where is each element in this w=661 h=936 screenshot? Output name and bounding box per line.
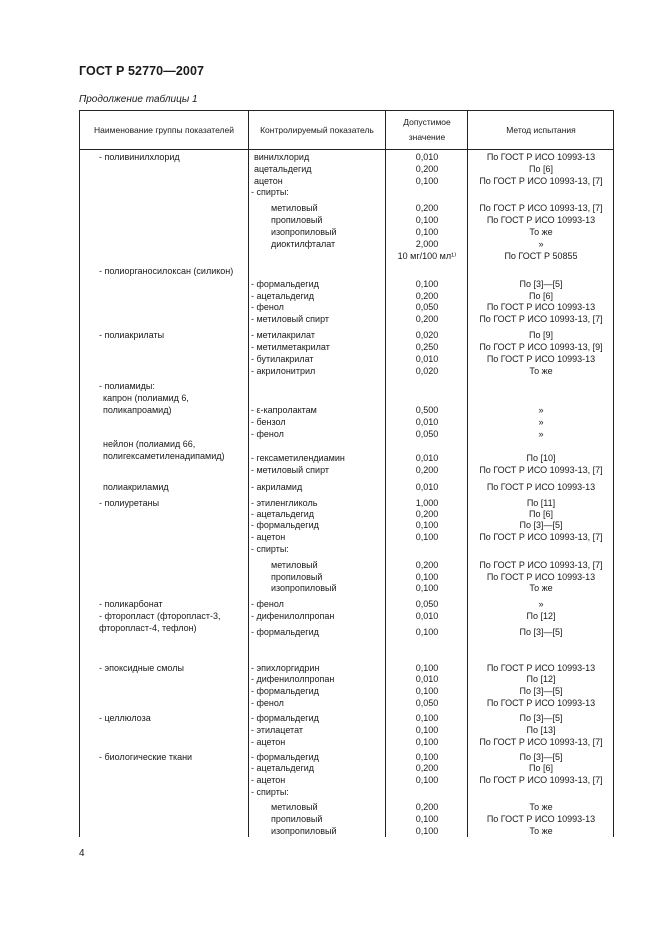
test-method: По [3]—[5] — [519, 627, 563, 637]
header-group: Наименование группы показателей — [94, 124, 234, 135]
permissible-value: 0,200 — [415, 763, 439, 773]
permissible-value: 0,100 — [415, 752, 439, 762]
indicator-name: - метилметакрилат — [251, 342, 330, 352]
test-method: По ГОСТ Р ИСО 10993-13, [7] — [479, 465, 603, 475]
indicator-name: ацетальдегид — [254, 164, 312, 174]
permissible-value: 0,050 — [415, 302, 439, 312]
permissible-value: 0,020 — [415, 330, 439, 340]
group-name: нейлон (полиамид 66, полигексаметиленадипамид) — [103, 439, 225, 461]
indicator-name: - метилакрилат — [251, 330, 315, 340]
indicator-name: - спирты: — [251, 544, 289, 554]
permissible-value: 0,100 — [415, 227, 439, 237]
test-method: По ГОСТ Р ИСО 10993-13, [7] — [479, 176, 603, 186]
permissible-value: 0,010 — [415, 453, 439, 463]
test-method: По [10] — [526, 453, 556, 463]
permissible-value: 0,100 — [415, 737, 439, 747]
test-method: » — [538, 405, 544, 415]
indicator-name: винилхлорид — [254, 152, 310, 162]
indicator-name: - спирты: — [251, 187, 289, 197]
permissible-value: 0,100 — [415, 215, 439, 225]
test-method: » — [538, 599, 544, 609]
test-method: По ГОСТ Р ИСО 10993-13 — [486, 814, 596, 824]
test-method: То же — [529, 366, 553, 376]
column-divider — [248, 110, 249, 837]
indicator-name: ацетон — [254, 176, 283, 186]
test-method: По [12] — [526, 674, 556, 684]
permissible-value: 0,200 — [415, 314, 439, 324]
permissible-value: 0,100 — [415, 583, 439, 593]
group-name: - фторопласт (фторопласт-3, фторопласт-4, тефлон) — [99, 611, 221, 633]
permissible-value: 0,010 — [415, 152, 439, 162]
permissible-value: 0,100 — [415, 176, 439, 186]
indicator-name: пропиловый — [271, 814, 323, 824]
test-method: То же — [529, 826, 553, 836]
test-method: По ГОСТ Р ИСО 10993-13, [7] — [479, 203, 603, 213]
permissible-value: 0,100 — [415, 686, 439, 696]
permissible-value: 0,100 — [415, 814, 439, 824]
indicator-name: - бутилакрилат — [251, 354, 314, 364]
document-header: ГОСТ Р 52770—2007 — [79, 64, 205, 78]
permissible-value: 0,050 — [415, 599, 439, 609]
test-method: По ГОСТ Р ИСО 10993-13, [7] — [479, 532, 603, 542]
test-method: По [11] — [526, 498, 556, 508]
indicator-name: - эпихлоргидрин — [251, 663, 320, 673]
permissible-value: 0,100 — [415, 627, 439, 637]
indicator-name: - фенол — [251, 429, 284, 439]
test-method: По [12] — [526, 611, 556, 621]
indicator-name: метиловый — [271, 203, 318, 213]
indicator-name: - ацетон — [251, 775, 286, 785]
test-method: По [6] — [529, 164, 553, 174]
permissible-value: 0,500 — [415, 405, 439, 415]
group-name: - эпоксидные смолы — [99, 663, 184, 673]
indicator-name: - ацетальдегид — [251, 509, 315, 519]
indicator-name: - фенол — [251, 698, 284, 708]
indicator-name: - метиловый спирт — [251, 314, 330, 324]
permissible-value: 0,100 — [415, 520, 439, 530]
test-method: По ГОСТ Р ИСО 10993-13, [7] — [479, 775, 603, 785]
permissible-value: 0,100 — [415, 826, 439, 836]
indicator-name: - этилацетат — [251, 725, 304, 735]
indicator-name: пропиловый — [271, 572, 323, 582]
indicator-name: - спирты: — [251, 787, 289, 797]
indicator-name: - ацетон — [251, 532, 286, 542]
test-method: По ГОСТ Р ИСО 10993-13 — [486, 663, 596, 673]
permissible-value: 0,010 — [415, 482, 439, 492]
test-method: По ГОСТ Р ИСО 10993-13 — [486, 572, 596, 582]
permissible-value: 0,020 — [415, 366, 439, 376]
page-number: 4 — [79, 848, 85, 859]
indicator-name: - этиленгликоль — [251, 498, 318, 508]
group-name: - поливинилхлорид — [99, 152, 180, 162]
header-value: Допустимое значение — [403, 117, 451, 142]
indicator-name: - формальдегид — [251, 520, 319, 530]
indicator-name: - ацетальдегид — [251, 763, 315, 773]
permissible-value: 0,100 — [415, 713, 439, 723]
test-method: » — [538, 239, 544, 249]
test-method: По ГОСТ Р 50855 — [504, 251, 578, 261]
test-method: По ГОСТ Р ИСО 10993-13 — [486, 152, 596, 162]
permissible-value: 0,100 — [415, 572, 439, 582]
test-method: По [6] — [529, 763, 553, 773]
indicator-name: метиловый — [271, 560, 318, 570]
header-indicator: Контролируемый показатель — [260, 124, 374, 135]
test-method: » — [538, 429, 544, 439]
test-method: По ГОСТ Р ИСО 10993-13 — [486, 354, 596, 364]
indicator-name: - акриламид — [251, 482, 303, 492]
permissible-value: 0,100 — [415, 775, 439, 785]
permissible-value: 0,010 — [415, 417, 439, 427]
permissible-value: 0,010 — [415, 611, 439, 621]
test-method: По [3]—[5] — [519, 686, 563, 696]
test-method: По ГОСТ Р ИСО 10993-13 — [486, 302, 596, 312]
test-method: » — [538, 417, 544, 427]
group-name: капрон (полиамид 6, поликапроамид) — [103, 393, 189, 415]
permissible-value: 0,200 — [415, 802, 439, 812]
permissible-value: 0,200 — [415, 291, 439, 301]
permissible-value: 2,000 — [415, 239, 439, 249]
indicator-name: изопропиловый — [271, 227, 337, 237]
test-method: То же — [529, 583, 553, 593]
test-method: По ГОСТ Р ИСО 10993-13, [7] — [479, 560, 603, 570]
indicator-name: пропиловый — [271, 215, 323, 225]
group-name: - полиамиды: — [99, 381, 155, 391]
test-method: По [9] — [529, 330, 553, 340]
group-name: - биологические ткани — [99, 752, 193, 762]
permissible-value: 1,000 — [415, 498, 439, 508]
test-method: По ГОСТ Р ИСО 10993-13 — [486, 482, 596, 492]
header-divider — [79, 149, 614, 150]
indicator-name: - фенол — [251, 302, 284, 312]
permissible-value: 0,250 — [415, 342, 439, 352]
indicator-name: - ацетальдегид — [251, 291, 315, 301]
group-name: - полиакрилаты — [99, 330, 165, 340]
permissible-value: 0,050 — [415, 429, 439, 439]
group-name: - поликарбонат — [99, 599, 163, 609]
test-method: По [3]—[5] — [519, 520, 563, 530]
test-method: По ГОСТ Р ИСО 10993-13, [7] — [479, 737, 603, 747]
indicator-name: - ε-капролактам — [251, 405, 317, 415]
indicator-name: - дифенилолпропан — [251, 611, 335, 621]
test-method: По [6] — [529, 509, 553, 519]
test-method: То же — [529, 802, 553, 812]
permissible-value: 0,010 — [415, 354, 439, 364]
indicator-name: - формальдегид — [251, 686, 319, 696]
test-method: По [3]—[5] — [519, 752, 563, 762]
test-method: По [13] — [526, 725, 556, 735]
permissible-value: 0,100 — [415, 663, 439, 673]
indicator-name: изопропиловый — [271, 583, 337, 593]
test-method: То же — [529, 227, 553, 237]
indicator-name: изопропиловый — [271, 826, 337, 836]
group-name: - полиорганосилоксан (силикон) — [99, 266, 234, 276]
indicator-name: - акрилонитрил — [251, 366, 316, 376]
group-name: - полиуретаны — [99, 498, 160, 508]
permissible-value: 10 мг/100 мл¹⁾ — [397, 251, 457, 261]
test-method: По [3]—[5] — [519, 713, 563, 723]
indicator-name: - ацетон — [251, 737, 286, 747]
permissible-value: 0,010 — [415, 674, 439, 684]
indicator-name: диоктилфталат — [271, 239, 336, 249]
indicator-name: - гексаметилендиамин — [251, 453, 345, 463]
permissible-value: 0,200 — [415, 203, 439, 213]
indicator-name: - фенол — [251, 599, 284, 609]
table-caption: Продолжение таблицы 1 — [79, 94, 198, 105]
permissible-value: 0,200 — [415, 509, 439, 519]
indicator-name: - метиловый спирт — [251, 465, 330, 475]
permissible-value: 0,050 — [415, 698, 439, 708]
permissible-value: 0,100 — [415, 279, 439, 289]
test-method: По [6] — [529, 291, 553, 301]
permissible-value: 0,200 — [415, 560, 439, 570]
indicator-name: - формальдегид — [251, 752, 319, 762]
indicator-name: - дифенилолпропан — [251, 674, 335, 684]
indicator-name: - формальдегид — [251, 279, 319, 289]
test-method: По ГОСТ Р ИСО 10993-13, [9] — [479, 342, 603, 352]
indicator-name: - формальдегид — [251, 713, 319, 723]
group-name: - целлюлоза — [99, 713, 151, 723]
permissible-value: 0,200 — [415, 465, 439, 475]
permissible-value: 0,100 — [415, 532, 439, 542]
indicator-name: метиловый — [271, 802, 318, 812]
header-method: Метод испытания — [506, 124, 576, 135]
test-method: По [3]—[5] — [519, 279, 563, 289]
indicator-name: - формальдегид — [251, 627, 319, 637]
test-method: По ГОСТ Р ИСО 10993-13 — [486, 215, 596, 225]
test-method: По ГОСТ Р ИСО 10993-13, [7] — [479, 314, 603, 324]
permissible-value: 0,200 — [415, 164, 439, 174]
test-method: По ГОСТ Р ИСО 10993-13 — [486, 698, 596, 708]
permissible-value: 0,100 — [415, 725, 439, 735]
group-name: полиакриламид — [103, 482, 169, 492]
indicator-name: - бензол — [251, 417, 286, 427]
